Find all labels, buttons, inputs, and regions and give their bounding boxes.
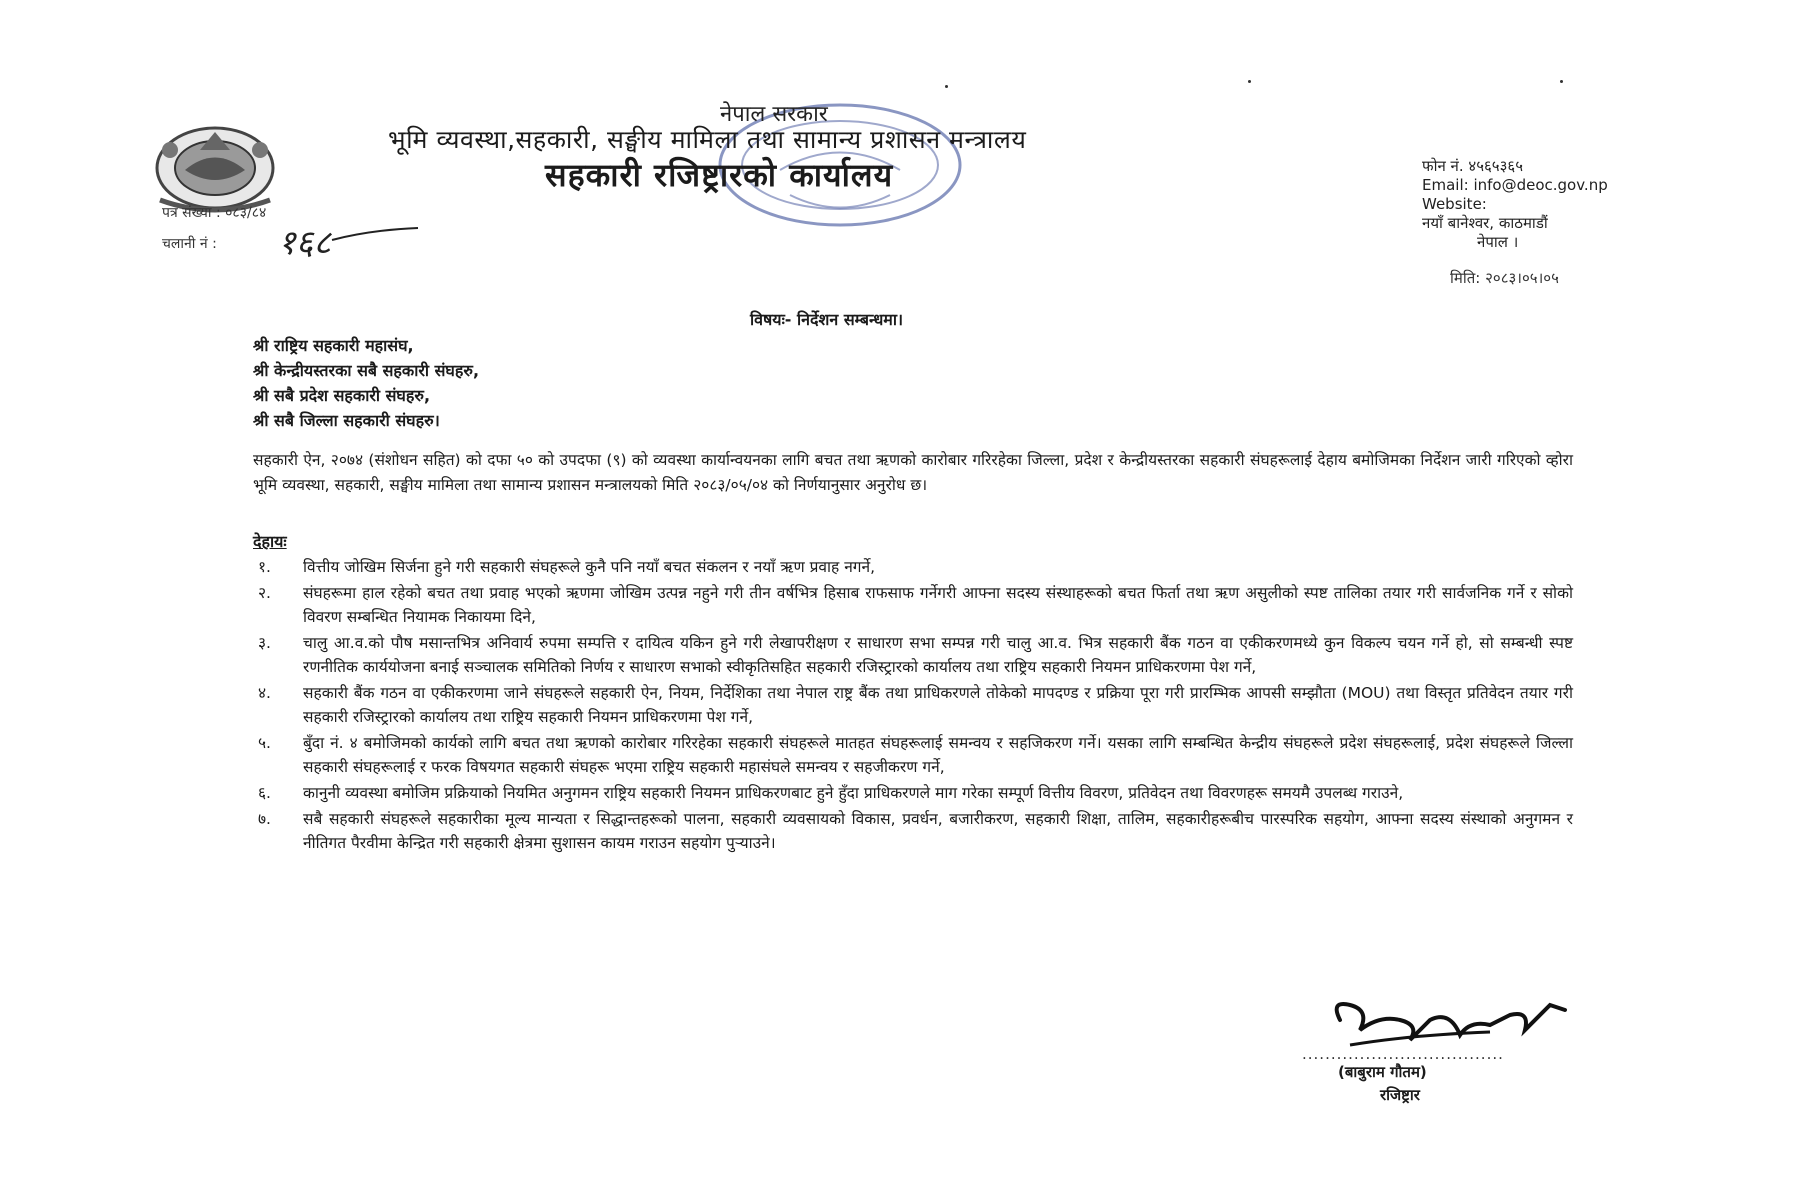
signature-line: ................................... xyxy=(1302,1045,1504,1063)
directive-list xyxy=(253,555,1573,857)
letter-subject: विषयः- निर्देशन सम्बन्धमा। xyxy=(750,310,904,329)
list-item xyxy=(253,631,1573,679)
letter-date: मिति: २०८३।०५।०५ xyxy=(1450,269,1559,287)
item-number: ६. xyxy=(258,784,271,802)
government-name: नेपाल सरकार xyxy=(720,102,828,127)
list-item xyxy=(253,731,1573,779)
email-address: Email: info@deoc.gov.np xyxy=(1422,176,1608,194)
item-number: ४. xyxy=(258,684,271,702)
dispatch-number: १६८ xyxy=(278,223,332,263)
list-item xyxy=(253,781,1573,805)
office-name: सहकारी रजिष्ट्रारको कार्यालय xyxy=(545,156,894,194)
ministry-name: भूमि व्यवस्था,सहकारी, सङ्घीय मामिला तथा सामान्य प्रशासन मन्त्रालय xyxy=(388,125,1027,154)
item-text: चालु आ.व.को पौष मसान्तभित्र अनिवार्य रुपमा सम्पत्ति र दायित्व यकिन हुने गरी लेखापरीक्षण र साधारण सभा सम्पन्न गरी चालु आ.व. भित्र सहकारी बैंक गठन वा एकीकरणमध्ये कुन विकल्प चयन गर्ने हो, सो सम्बन्धी स्पष्ट रणनीतिक कार्ययोजना बनाई सञ्चालक समितिको निर्णय र साधारण सभाको स्वीकृतिसहित सहकारी रजिस्ट्रारको कार्यालय तथा राष्ट्रिय सहकारी नियमन प्राधिकरणमा पेश गर्ने, xyxy=(303,634,1573,676)
recipient: श्री सबै जिल्ला सहकारी संघहरु। xyxy=(253,411,440,430)
list-item xyxy=(253,581,1573,629)
item-number: ७. xyxy=(258,810,271,828)
reference-number: पत्र संख्या : ०८३/८४ xyxy=(162,205,267,221)
scan-speck xyxy=(1248,80,1251,83)
recipient: श्री केन्द्रीयस्तरका सबै सहकारी संघहरु, xyxy=(253,361,480,380)
underline-stroke-icon xyxy=(330,224,420,244)
item-text: बुँदा नं. ४ बमोजिमको कार्यको लागि बचत तथा ऋणको कारोबार गरिरहेका सहकारी संघहरूले मातहत संघहरूलाई समन्वय र सहजिकरण गर्ने। यसका लागि सम्बन्धित केन्द्रीय संघहरूले प्रदेश संघहरूलाई, प्रदेश संघहरूले जिल्ला सहकारी संघहरूलाई र फरक विषयगत सहकारी संघहरू भएमा राष्ट्रिय सहकारी महासंघले समन्वय र सहजीकरण गर्ने, xyxy=(303,734,1573,776)
dispatch-label: चलानी नं : xyxy=(162,236,217,252)
address-line: नयाँ बानेश्वर, काठमाडौं xyxy=(1422,214,1548,232)
item-text: संघहरूमा हाल रहेको बचत तथा प्रवाह भएको ऋणमा जोखिम उत्पन्न नहुने गरी तीन वर्षभित्र हिसाब राफसाफ गर्नेगरी आफ्ना सदस्य संस्थाहरूको बचत फिर्ता तथा ऋण असुलीको स्पष्ट तालिका तयार गरी सार्वजनिक गर्ने र सोको विवरण सम्बन्धित नियामक निकायमा दिने, xyxy=(303,584,1573,626)
item-text: वित्तीय जोखिम सिर्जना हुने गरी सहकारी संघहरूले कुनै पनि नयाँ बचत संकलन र नयाँ ऋण प्रवाह नगर्ने, xyxy=(303,558,876,576)
address-country: नेपाल । xyxy=(1477,233,1519,251)
item-number: ५. xyxy=(258,734,271,752)
item-text: सबै सहकारी संघहरूले सहकारीका मूल्य मान्यता र सिद्धान्तहरूको पालना, सहकारी व्यवसायको विकास, प्रवर्धन, बजारीकरण, सहकारी शिक्षा, तालिम, सहकारीहरूबीच पारस्परिक सहयोग, आफ्ना सदस्य संस्थाको अनुगमन र नीतिगत पैरवीमा केन्द्रित गरी सहकारी क्षेत्रमा सुशासन कायम गराउन सहयोग पुऱ्याउने। xyxy=(303,810,1573,852)
scan-speck xyxy=(1560,80,1563,83)
item-number: ३. xyxy=(258,634,271,652)
phone-number: फोन नं. ४५६५३६५ xyxy=(1422,157,1524,175)
list-item xyxy=(253,681,1573,729)
signatory-title: रजिष्ट्रार xyxy=(1380,1086,1420,1104)
website-label: Website: xyxy=(1422,195,1487,213)
recipient: श्री सबै प्रदेश सहकारी संघहरु, xyxy=(253,386,431,405)
recipient: श्री राष्ट्रिय सहकारी महासंघ, xyxy=(253,336,414,355)
item-text: कानुनी व्यवस्था बमोजिम प्रक्रियाको नियमित अनुगमन राष्ट्रिय सहकारी नियमन प्राधिकरणबाट हुने हुँदा प्राधिकरणले माग गरेका सम्पूर्ण वित्तीय विवरण, प्रतिवेदन तथा विवरणहरू समयमै उपलब्ध गराउने, xyxy=(303,784,1404,802)
letter-body: सहकारी ऐन, २०७४ (संशोधन सहित) को दफा ५० को उपदफा (९) को व्यवस्था कार्यान्वयनका लागि बचत तथा ऋणको कारोबार गरिरहेका जिल्ला, प्रदेश र केन्द्रीयस्तरका सहकारी संघहरूलाई देहाय बमोजिमका निर्देशन जारी गरिएको व्होरा भूमि व्यवस्था, सहकारी, सङ्घीय मामिला तथा सामान्य प्रशासन मन्त्रालयको मिति २०८३/०५/०४ को निर्णयानुसार अनुरोध छ। xyxy=(253,451,1573,494)
item-text: सहकारी बैंक गठन वा एकीकरणमा जाने संघहरूले सहकारी ऐन, नियम, निर्देशिका तथा नेपाल राष्ट्र बैंक तथा प्राधिकरणले तोकेको मापदण्ड र प्रक्रिया पूरा गरी प्रारम्भिक आपसी सम्झौता (MOU) तथा विस्तृत प्रतिवेदन तयार गरी सहकारी रजिस्ट्रारको कार्यालय तथा राष्ट्रिय सहकारी नियमन प्राधिकरणमा पेश गर्ने, xyxy=(303,684,1573,726)
signatory-name: (बाबुराम गौतम) xyxy=(1338,1063,1427,1081)
directives-heading: देहायः xyxy=(253,532,287,551)
list-item xyxy=(253,555,1573,579)
item-number: १. xyxy=(258,558,271,576)
scan-speck xyxy=(945,85,948,88)
recipient-list xyxy=(253,333,479,433)
item-number: २. xyxy=(258,584,271,602)
list-item xyxy=(253,807,1573,855)
contact-block xyxy=(1422,157,1608,252)
